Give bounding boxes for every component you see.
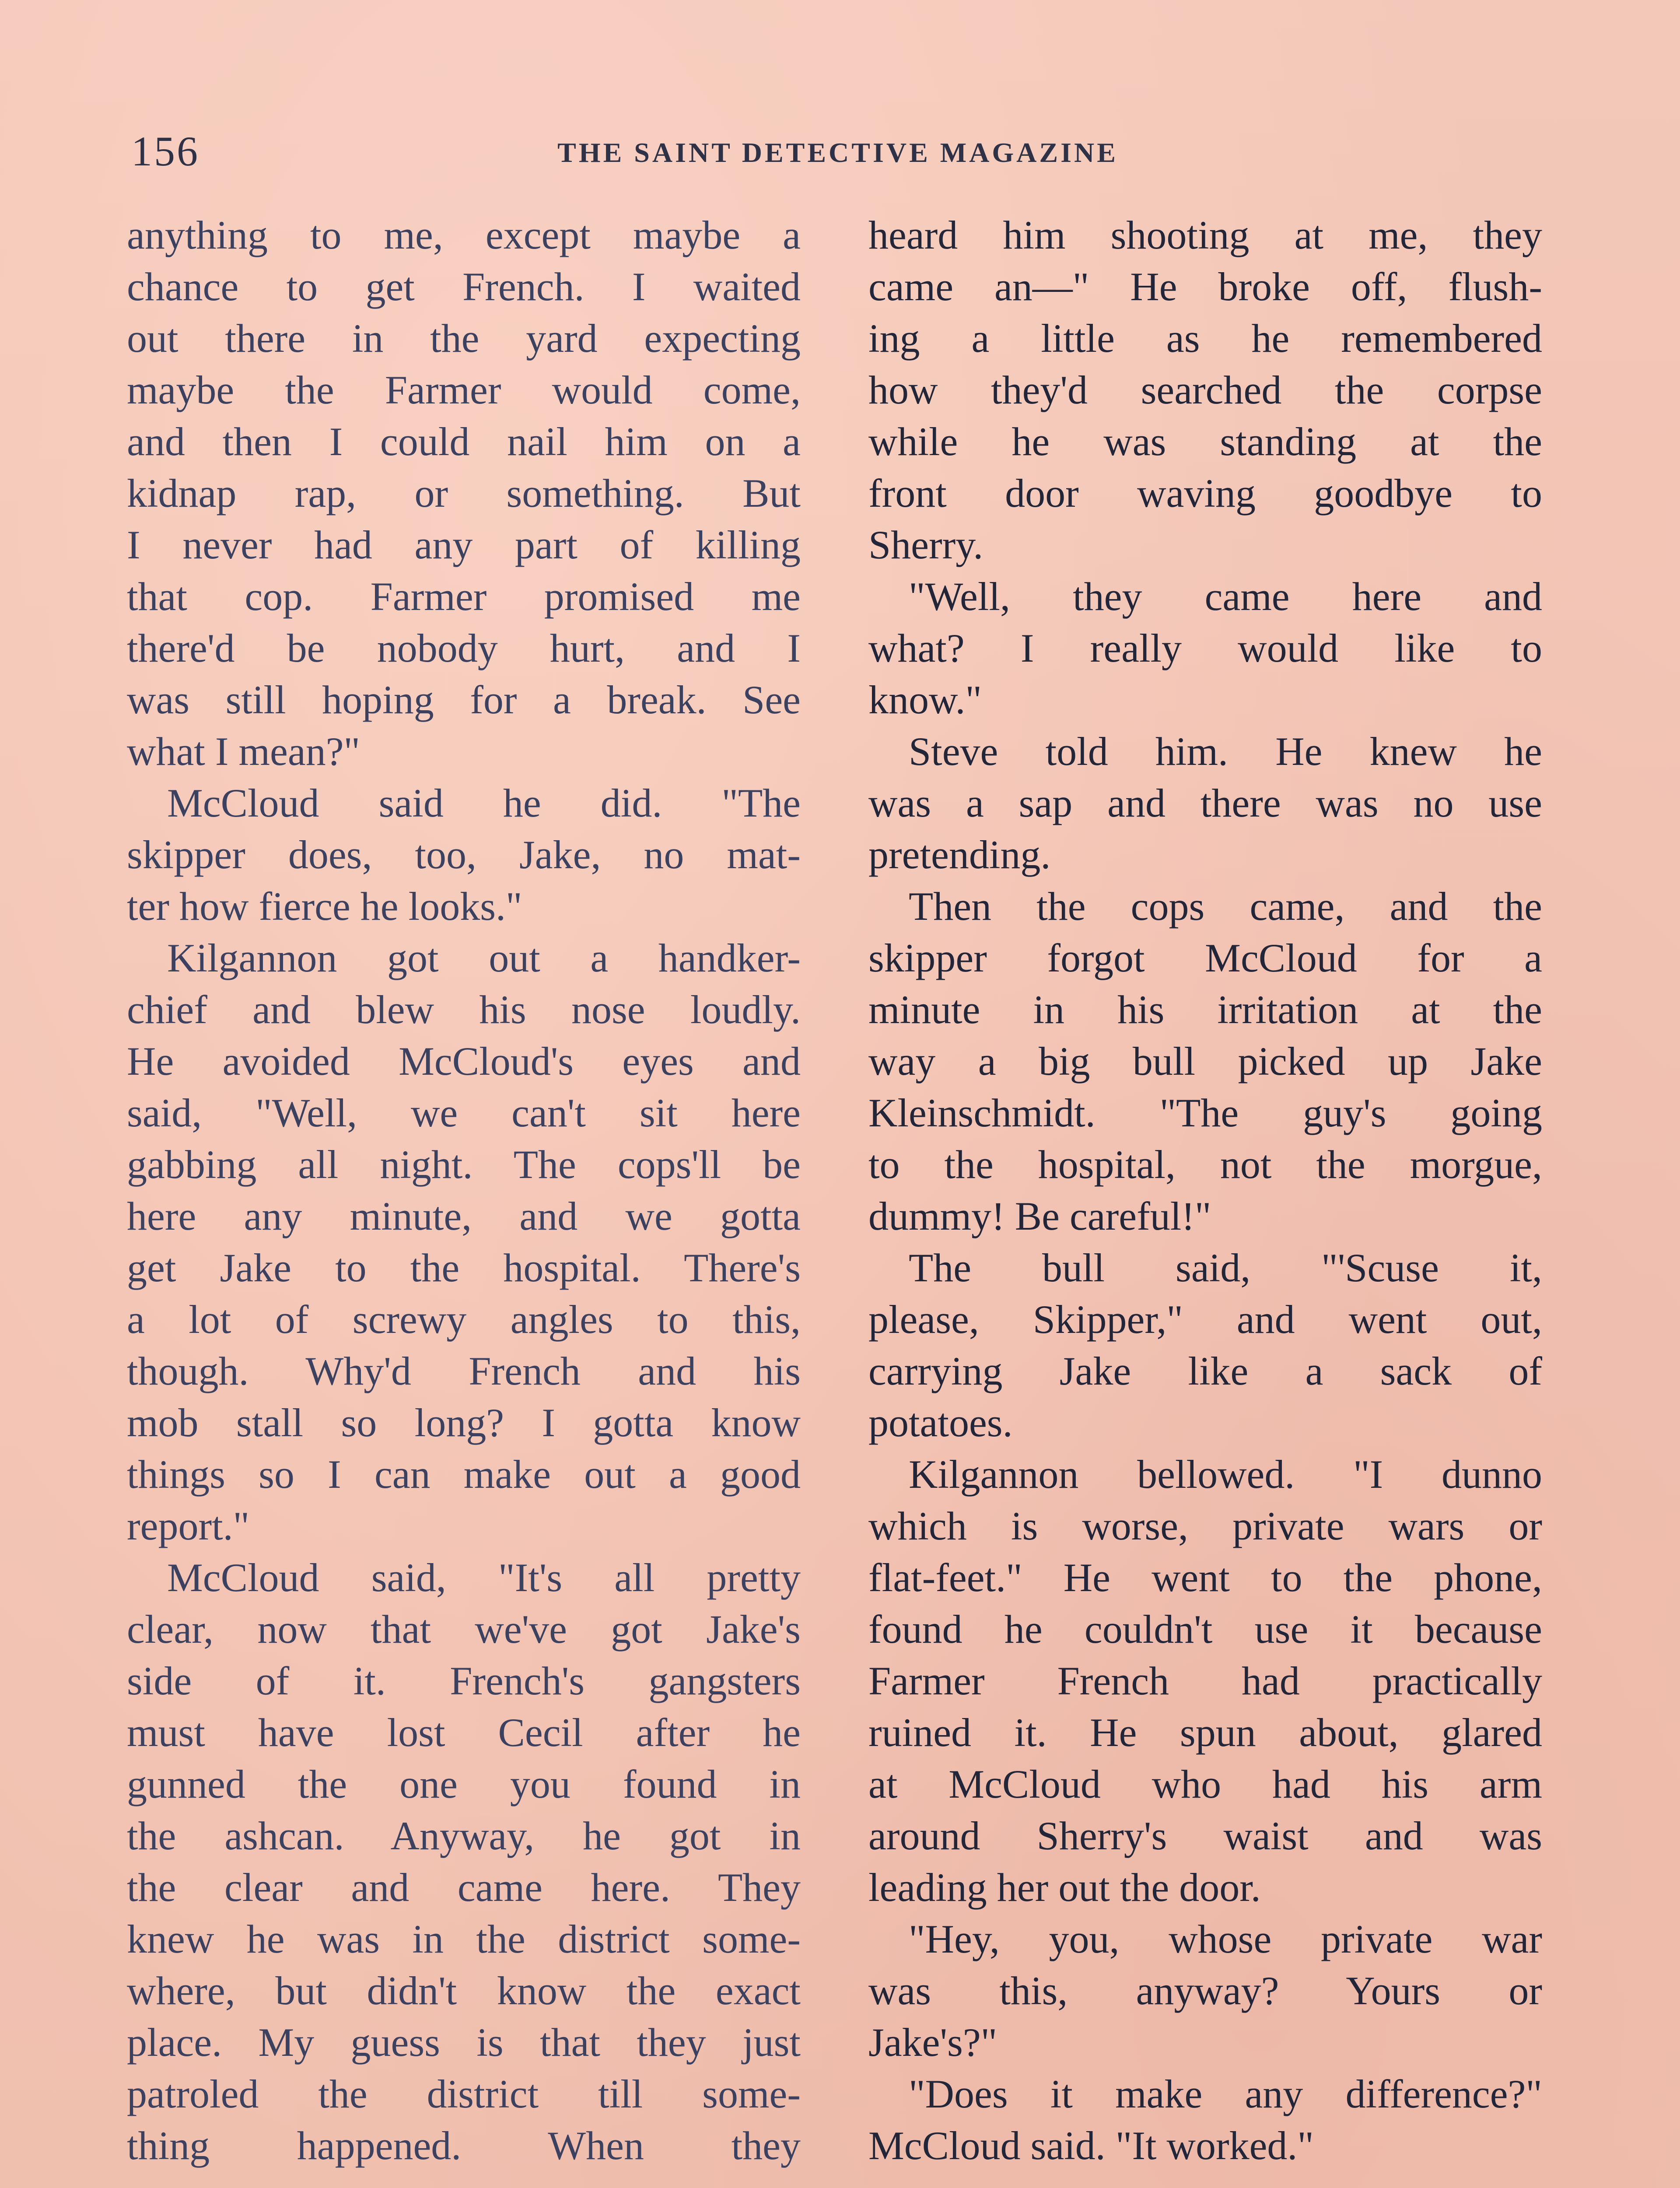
text-line: minute in his irritation at the — [868, 987, 1542, 1032]
page-number: 156 — [131, 128, 200, 175]
text-line: patroled the district till some- — [127, 2072, 801, 2116]
text-line: Kleinschmidt. "The guy's going — [868, 1090, 1542, 1135]
text-line: around Sherry's waist and was — [868, 1813, 1542, 1858]
text-line: side of it. French's gangsters — [127, 1659, 801, 1703]
text-line: potatoes. — [868, 1400, 1013, 1445]
text-line: know." — [868, 677, 982, 722]
text-line: McCloud said, "It's all pretty — [167, 1555, 801, 1600]
text-line: get Jake to the hospital. There's — [127, 1245, 801, 1290]
text-line: Then the cops came, and the — [909, 884, 1542, 929]
text-line: Steve told him. He knew he — [909, 729, 1542, 774]
text-line: which is worse, private wars or — [868, 1504, 1542, 1548]
text-line: anything to me, except maybe a — [127, 213, 801, 257]
text-line: I never had any part of killing — [127, 522, 801, 567]
text-line: what I mean?" — [127, 729, 360, 774]
text-line: skipper does, too, Jake, no mat- — [127, 832, 801, 877]
text-line: "Hey, you, whose private war — [909, 1917, 1542, 1961]
text-line: the clear and came here. They — [127, 1865, 801, 1910]
text-line: carrying Jake like a sack of — [868, 1349, 1542, 1393]
text-line: and then I could nail him on a — [127, 419, 801, 464]
text-line: though. Why'd French and his — [127, 1349, 801, 1393]
text-line: came an—" He broke off, flush- — [868, 264, 1542, 309]
text-line: was a sap and there was no use — [868, 781, 1542, 825]
text-line: there'd be nobody hurt, and I — [127, 626, 801, 670]
text-line: where, but didn't know the exact — [127, 1968, 801, 2013]
text-line: The bull said, "'Scuse it, — [909, 1245, 1542, 1290]
right-text-column — [868, 209, 1542, 2171]
text-line: He avoided McCloud's eyes and — [127, 1039, 801, 1083]
text-line: report." — [127, 1504, 250, 1548]
page-header — [131, 127, 1544, 175]
text-line: that cop. Farmer promised me — [127, 574, 801, 619]
left-text-column — [127, 209, 801, 2171]
text-line: Farmer French had practically — [868, 1659, 1542, 1703]
text-line: heard him shooting at me, they — [868, 213, 1542, 257]
text-line: leading her out the door. — [868, 1865, 1261, 1910]
text-line: dummy! Be careful!" — [868, 1194, 1211, 1238]
text-line: Sherry. — [868, 522, 984, 567]
text-line: McCloud said. "It worked." — [868, 2123, 1314, 2168]
text-line: clear, now that we've got Jake's — [127, 1607, 801, 1652]
text-line: please, Skipper," and went out, — [868, 1297, 1542, 1342]
text-line: ing a little as he remembered — [868, 316, 1542, 361]
text-line: ter how fierce he looks." — [127, 884, 522, 929]
text-line: to the hospital, not the morgue, — [868, 1142, 1542, 1187]
text-line: pretending. — [868, 832, 1051, 877]
text-line: chief and blew his nose loudly. — [127, 987, 801, 1032]
text-line: "Well, they came here and — [909, 574, 1542, 619]
text-line: McCloud said he did. "The — [167, 781, 801, 825]
text-line: chance to get French. I waited — [127, 264, 801, 309]
text-line: what? I really would like to — [868, 626, 1542, 670]
text-line: things so I can make out a good — [127, 1452, 801, 1497]
text-line: kidnap rap, or something. But — [127, 471, 801, 515]
text-line: maybe the Farmer would come, — [127, 368, 801, 412]
text-line: while he was standing at the — [868, 419, 1542, 464]
text-line: Kilgannon got out a handker- — [167, 936, 801, 980]
text-line: a lot of screwy angles to this, — [127, 1297, 801, 1342]
text-line: was still hoping for a break. See — [127, 677, 801, 722]
text-line: way a big bull picked up Jake — [868, 1039, 1542, 1083]
text-line: "Does it make any difference?" — [909, 2072, 1542, 2116]
text-line: place. My guess is that they just — [127, 2020, 801, 2065]
text-line: here any minute, and we gotta — [127, 1194, 801, 1238]
text-line: gabbing all night. The cops'll be — [127, 1142, 801, 1187]
text-line: front door waving goodbye to — [868, 471, 1542, 515]
text-line: Jake's?" — [868, 2020, 998, 2065]
text-line: flat-feet." He went to the phone, — [868, 1555, 1542, 1600]
text-line: the ashcan. Anyway, he got in — [127, 1813, 801, 1858]
running-title: THE SAINT DETECTIVE MAGAZINE — [557, 137, 1118, 168]
text-line: said, "Well, we can't sit here — [127, 1090, 801, 1135]
text-line: how they'd searched the corpse — [868, 368, 1542, 412]
text-line: must have lost Cecil after he — [127, 1710, 801, 1755]
text-line: knew he was in the district some- — [127, 1917, 801, 1961]
text-line: was this, anyway? Yours or — [868, 1968, 1542, 2013]
text-line: Kilgannon bellowed. "I dunno — [909, 1452, 1542, 1497]
text-line: out there in the yard expecting — [127, 316, 801, 361]
text-line: ruined it. He spun about, glared — [868, 1710, 1542, 1755]
text-line: gunned the one you found in — [127, 1762, 801, 1806]
text-line: skipper forgot McCloud for a — [868, 936, 1542, 980]
text-line: at McCloud who had his arm — [868, 1762, 1542, 1806]
text-line: thing happened. When they — [127, 2123, 801, 2168]
text-line: mob stall so long? I gotta know — [127, 1400, 801, 1445]
text-line: found he couldn't use it because — [868, 1607, 1542, 1652]
